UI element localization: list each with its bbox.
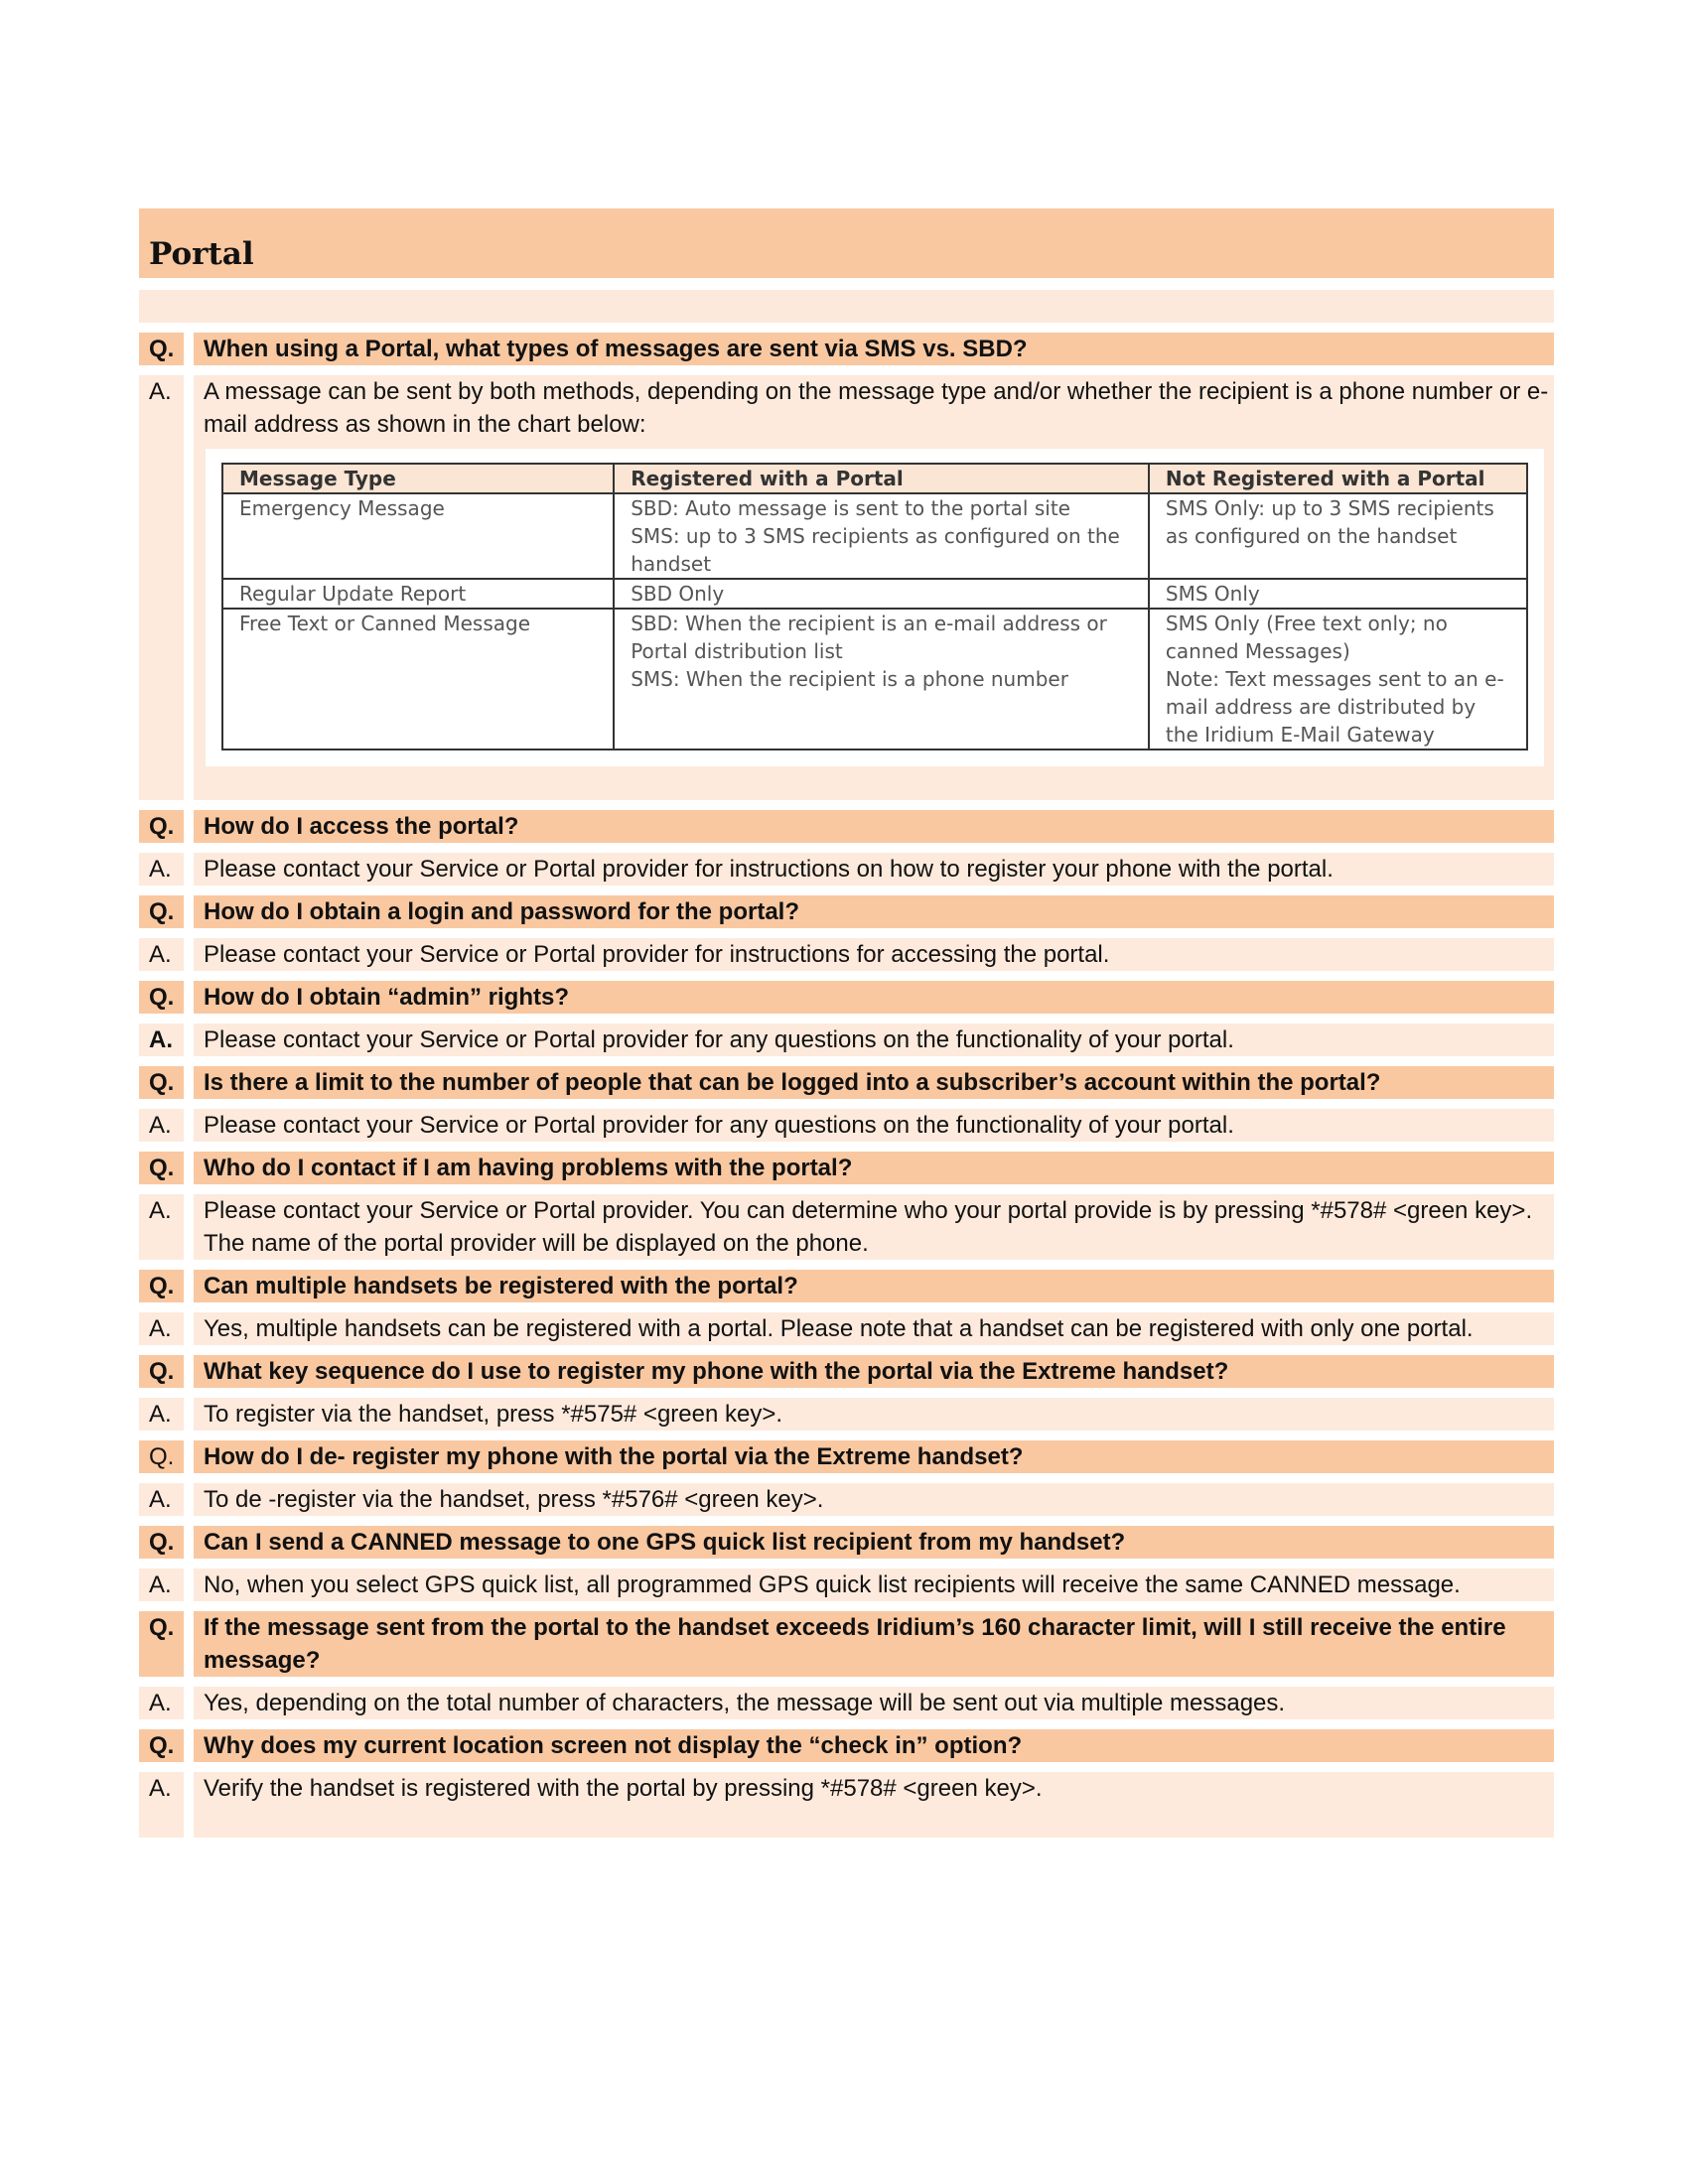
faq-answer-row (139, 1024, 1554, 1056)
answer-text: Please contact your Service or Portal provider. You can determine who your portal provide is by pressing *#578# <green key>. The name of the portal provider will be displayed on the phone. (194, 1194, 1554, 1260)
answer-block (194, 375, 1554, 800)
faq-question-row (139, 981, 1554, 1014)
faq-answer-row (139, 1772, 1554, 1838)
question-text: What key sequence do I use to register my phone with the portal via the Extreme handset? (194, 1355, 1554, 1388)
question-marker: Q. (139, 1066, 184, 1099)
answer-marker: A. (139, 1398, 184, 1431)
section-title-bar (139, 208, 1554, 278)
question-text: Can multiple handsets be registered with the portal? (194, 1270, 1554, 1302)
faq-answer-row (139, 1194, 1554, 1260)
table-cell-line: SMS Only (Free text only; no canned Messages) (1165, 612, 1448, 663)
question-text: If the message sent from the portal to the handset exceeds Iridium’s 160 character limit, will I still receive the entire message? (194, 1611, 1554, 1677)
faq-answer-row (139, 1109, 1554, 1142)
table-header-cell: Registered with a Portal (614, 464, 1149, 493)
section-title: Portal (149, 236, 254, 272)
table-row (222, 609, 1527, 750)
question-marker: Q. (139, 333, 184, 365)
answer-marker: A. (139, 1024, 184, 1056)
answer-marker: A. (139, 375, 184, 800)
question-marker: Q. (139, 1440, 184, 1473)
table-cell (1149, 609, 1527, 750)
answer-text: To de -register via the handset, press *#576# <green key>. (194, 1483, 1554, 1516)
table-cell-line: Note: Text messages sent to an e-mail address are distributed by the Iridium E-Mail Gateway (1165, 667, 1504, 747)
faq-question-row (139, 810, 1554, 843)
table-cell-line: SMS: When the recipient is a phone number (631, 667, 1068, 691)
faq-answer-row (139, 1569, 1554, 1601)
table-cell (614, 609, 1149, 750)
table-cell (1149, 579, 1527, 609)
table-cell (614, 579, 1149, 609)
message-type-table (221, 463, 1528, 751)
faq-question-row (139, 1611, 1554, 1677)
answer-marker: A. (139, 1312, 184, 1345)
table-cell (614, 493, 1149, 579)
answer-marker: A. (139, 1483, 184, 1516)
answer-text: Please contact your Service or Portal provider for any questions on the functionality of your portal. (194, 1109, 1554, 1142)
answer-marker: A. (139, 853, 184, 886)
answer-text: Please contact your Service or Portal provider for instructions on how to register your phone with the portal. (194, 853, 1554, 886)
question-text: How do I de- register my phone with the portal via the Extreme handset? (194, 1440, 1554, 1473)
faq-question-row (139, 895, 1554, 928)
faq-page (139, 208, 1554, 1838)
answer-marker: A. (139, 1109, 184, 1142)
table-cell: Regular Update Report (222, 579, 614, 609)
answer-text: Yes, depending on the total number of characters, the message will be sent out via multiple messages. (194, 1687, 1554, 1719)
question-marker: Q. (139, 1355, 184, 1388)
answer-text: To register via the handset, press *#575# <green key>. (194, 1398, 1554, 1431)
answer-text: A message can be sent by both methods, depending on the message type and/or whether the recipient is a phone number or e-mail address as shown in the chart below: (204, 378, 1549, 438)
table-header-cell: Not Registered with a Portal (1149, 464, 1527, 493)
question-text: When using a Portal, what types of messages are sent via SMS vs. SBD? (194, 333, 1554, 365)
table-cell: Emergency Message (222, 493, 614, 579)
answer-marker: A. (139, 1687, 184, 1719)
question-marker: Q. (139, 1526, 184, 1559)
question-marker: Q. (139, 1152, 184, 1184)
question-marker: Q. (139, 1729, 184, 1762)
table-cell-line: SBD: Auto message is sent to the portal site (631, 496, 1070, 520)
faq-question-row (139, 1526, 1554, 1559)
table-cell-line: SBD Only (631, 582, 725, 606)
question-text: How do I obtain a login and password for the portal? (194, 895, 1554, 928)
faq-question-row (139, 1440, 1554, 1473)
table-row (222, 493, 1527, 579)
table-cell-line: SBD: When the recipient is an e-mail address or Portal distribution list (631, 612, 1107, 663)
question-text: How do I access the portal? (194, 810, 1554, 843)
question-text: Can I send a CANNED message to one GPS quick list recipient from my handset? (194, 1526, 1554, 1559)
section-spacer (139, 290, 1554, 323)
table-cell-line: SMS: up to 3 SMS recipients as configured on the handset (631, 524, 1120, 576)
question-marker: Q. (139, 981, 184, 1014)
table-cell (1149, 493, 1527, 579)
question-marker: Q. (139, 1611, 184, 1677)
table-header-cell: Message Type (222, 464, 614, 493)
faq-question-row (139, 1270, 1554, 1302)
faq-answer-row (139, 1687, 1554, 1719)
faq-question-row (139, 333, 1554, 365)
faq-answer-row (139, 1398, 1554, 1431)
faq-answer-row (139, 853, 1554, 886)
answer-marker: A. (139, 938, 184, 971)
question-text: How do I obtain “admin” rights? (194, 981, 1554, 1014)
faq-question-row (139, 1355, 1554, 1388)
answer-text: Please contact your Service or Portal provider for instructions for accessing the portal. (194, 938, 1554, 971)
question-marker: Q. (139, 1270, 184, 1302)
answer-text: No, when you select GPS quick list, all programmed GPS quick list recipients will receive the same CANNED message. (194, 1569, 1554, 1601)
answer-marker: A. (139, 1772, 184, 1838)
question-text: Who do I contact if I am having problems with the portal? (194, 1152, 1554, 1184)
question-text: Is there a limit to the number of people that can be logged into a subscriber’s account within the portal? (194, 1066, 1554, 1099)
answer-text: Yes, multiple handsets can be registered with a portal. Please note that a handset can be registered with only one portal. (194, 1312, 1554, 1345)
faq-answer-row (139, 938, 1554, 971)
question-marker: Q. (139, 895, 184, 928)
table-cell-line: SMS Only (1165, 582, 1260, 606)
faq-answer-row (139, 1483, 1554, 1516)
table-header-row (222, 464, 1527, 493)
answer-text: Verify the handset is registered with the portal by pressing *#578# <green key>. (194, 1772, 1554, 1838)
answer-text: Please contact your Service or Portal provider for any questions on the functionality of your portal. (194, 1024, 1554, 1056)
answer-marker: A. (139, 1569, 184, 1601)
table-cell: Free Text or Canned Message (222, 609, 614, 750)
message-type-table-wrap (206, 449, 1544, 766)
table-row (222, 579, 1527, 609)
question-text: Why does my current location screen not display the “check in” option? (194, 1729, 1554, 1762)
answer-marker: A. (139, 1194, 184, 1260)
question-marker: Q. (139, 810, 184, 843)
faq-answer-row (139, 1312, 1554, 1345)
faq-question-row (139, 1729, 1554, 1762)
faq-question-row (139, 1152, 1554, 1184)
table-cell-line: SMS Only: up to 3 SMS recipients as configured on the handset (1165, 496, 1494, 548)
faq-question-row (139, 1066, 1554, 1099)
faq-answer-row (139, 375, 1554, 800)
